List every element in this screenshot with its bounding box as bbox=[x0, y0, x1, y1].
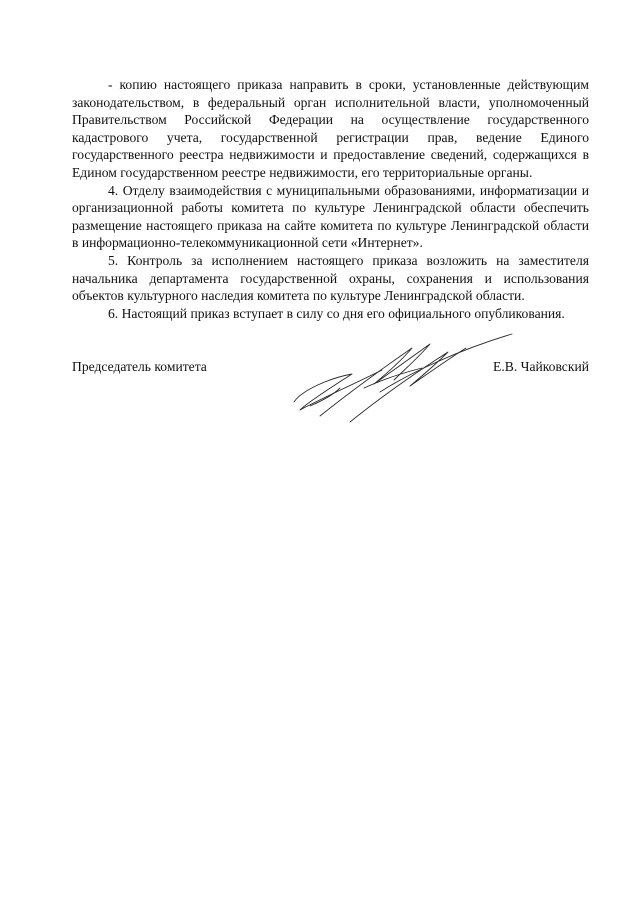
paragraph-item-4: 4. Отделу взаимодействия с муниципальными образованиями, информатизации и организационной работы комитета по культуре Ленинградской области обеспечить размещение настоящего приказа на сайте комитета по культуре Ленинградской области в информационно-телекоммуникационной сети «Интернет». bbox=[72, 182, 589, 251]
signer-name: Е.В. Чайковский bbox=[493, 359, 589, 374]
handwritten-signature bbox=[290, 330, 515, 425]
paragraph-item-5: 5. Контроль за исполнением настоящего приказа возложить на заместителя начальника департамента государственной охраны, сохранения и использования объектов культурного наследия комитета по культуре Ленинградской области. bbox=[72, 252, 589, 304]
signer-title: Председатель комитета bbox=[72, 359, 207, 374]
paragraph-copy-directive: - копию настоящего приказа направить в сроки, установленные действующим законодательством, в федеральный орган исполнительной власти, уполномоченный Правительством Российской Федерации на осуществление государственного кадастрового учета, государственной регистрации прав, ведение Единого государственного реестра недвижимости и предоставление сведений, содержащихся в Едином государственном реестре недвижимости, его территориальные органы. bbox=[72, 77, 589, 180]
document-body bbox=[72, 76, 589, 322]
paragraph-item-6: 6. Настоящий приказ вступает в силу со дня его официального опубликования. bbox=[108, 305, 565, 321]
